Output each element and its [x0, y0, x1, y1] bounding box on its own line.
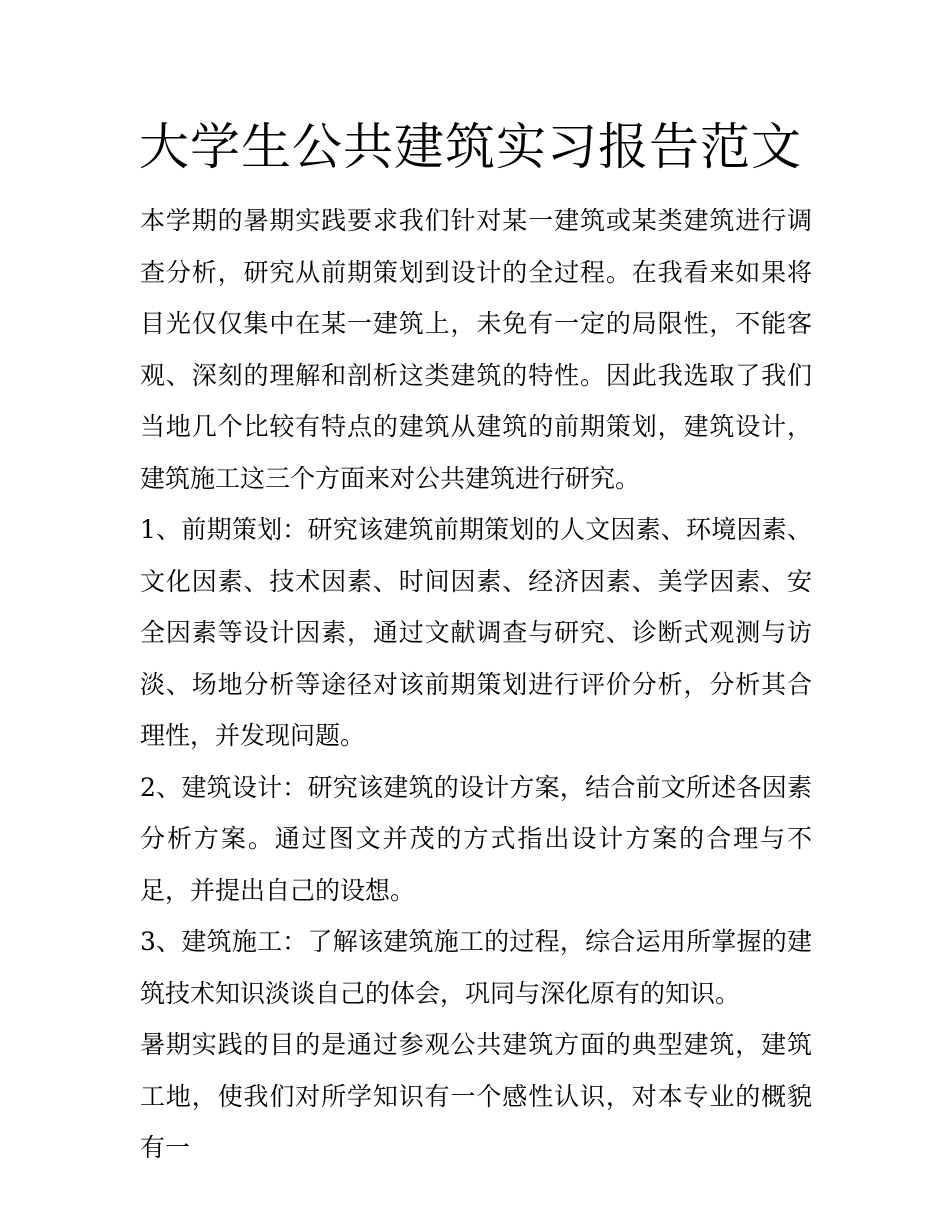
document-title: 大学生公共建筑实习报告范文: [139, 118, 802, 176]
document-body: [140, 195, 812, 1174]
paragraph-item-3: 3、建筑施工：了解该建筑施工的过程，综合运用所掌握的建筑技术知识淡谈自己的体会，巩同与深化原有的知识。: [140, 927, 812, 1008]
paragraph-purpose: 暑期实践的目的是通过参观公共建筑方面的典型建筑，建筑工地，使我们对所学知识有一个感性认识，对本专业的概貌有一: [140, 1030, 812, 1162]
paragraph-item-2: 2、建筑设计：研究该建筑的设计方案，结合前文所述各因素分析方案。通过图文并茂的方式指出设计方案的合理与不足，并提出自己的设想。: [140, 772, 812, 905]
paragraph-intro: 本学期的暑期实践要求我们针对某一建筑或某类建筑进行调查分析，研究从前期策划到设计的全过程。在我看来如果将目光仅仅集中在某一建筑上，未免有一定的局限性，不能客观、深刻的理解和剖析这类建筑的特性。因此我选取了我们当地几个比较有特点的建筑从建筑的前期策划，建筑设计，建筑施工这三个方面来对公共建筑进行研究。: [140, 206, 812, 493]
paragraph-item-1: 1、前期策划：研究该建筑前期策划的人文因素、环境因素、文化因素、技术因素、时间因素、经济因素、美学因素、安全因素等设计因素，通过文献调查与研究、诊断式观测与访淡、场地分析等途径对该前期策划进行评价分析，分析其合理性，并发现问题。: [140, 515, 812, 750]
